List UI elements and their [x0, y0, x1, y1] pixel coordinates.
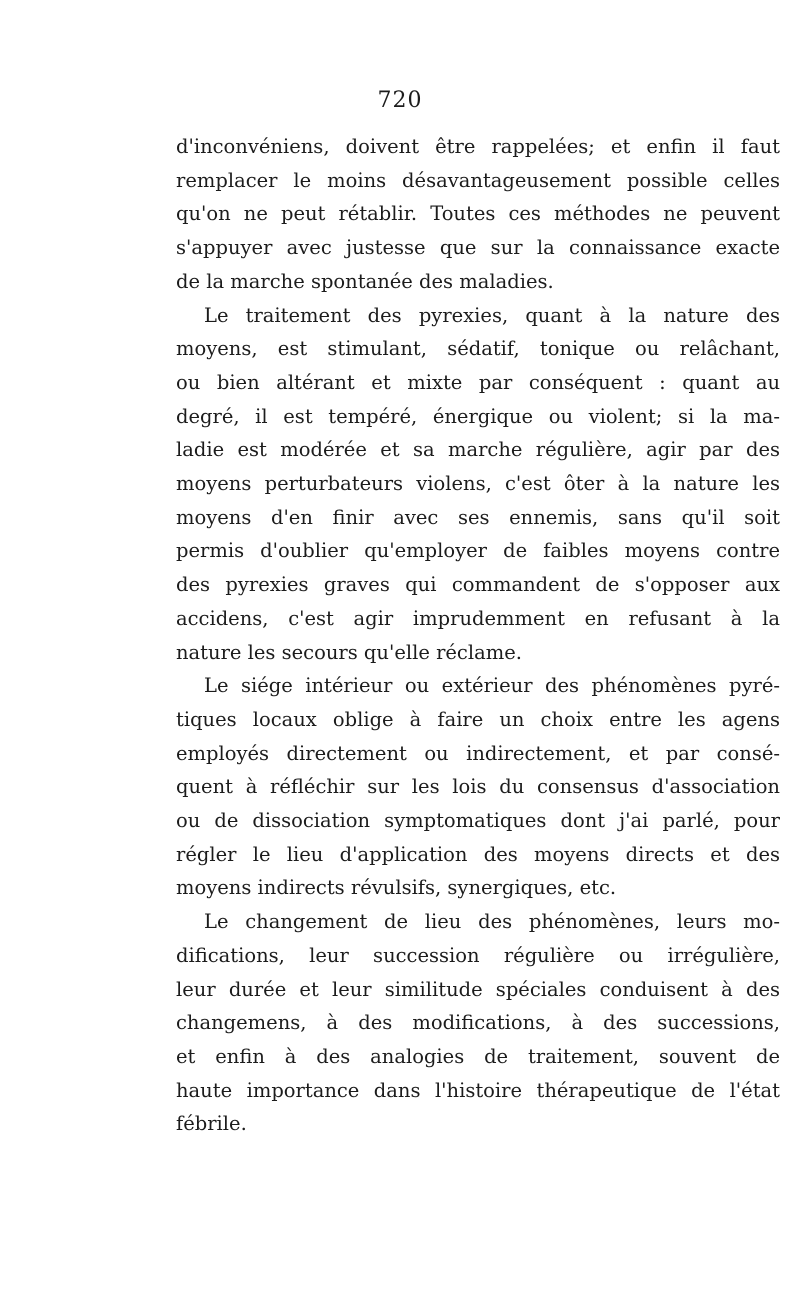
text-line: tiques locaux oblige à faire un choix entre les agens: [176, 707, 780, 731]
body-text: [176, 130, 780, 1141]
text-line: ou de dissociation symptomatiques dont j'ai parlé, pour: [176, 809, 780, 833]
text-line: d'inconvéniens, doivent être rappelées; et enfin il faut: [176, 135, 780, 158]
text-line: degré, il est tempéré, énergique ou violent; si la ma-: [176, 404, 780, 428]
text-line: difications, leur succession régulière ou irrégulière,: [176, 943, 780, 967]
text-line: changemens, à des modifications, à des successions,: [176, 1011, 780, 1035]
text-line: Le changement de lieu des phénomènes, leurs mo-: [204, 910, 780, 934]
text-line: employés directement ou indirectement, et par consé-: [176, 741, 780, 765]
text-line: permis d'oublier qu'employer de faibles moyens contre: [176, 539, 780, 563]
text-line: régler le lieu d'application des moyens directs et des: [176, 842, 780, 866]
text-line: accidens, c'est agir imprudemment en refusant à la: [176, 606, 780, 630]
text-line: haute importance dans l'histoire thérapeutique de l'état: [176, 1078, 780, 1102]
text-line: remplacer le moins désavantageusement possible celles: [176, 168, 780, 192]
text-line: Le siége intérieur ou extérieur des phénomènes pyré-: [204, 674, 780, 698]
text-line: ou bien altérant et mixte par conséquent : quant au: [176, 370, 780, 394]
text-line: moyens perturbateurs violens, c'est ôter à la nature les: [176, 472, 780, 496]
text-line: quent à réfléchir sur les lois du consensus d'association: [176, 775, 780, 799]
text-line: leur durée et leur similitude spéciales conduisent à des: [176, 977, 780, 1001]
text-line: moyens d'en finir avec ses ennemis, sans qu'il soit: [176, 505, 780, 529]
text-line: s'appuyer avec justesse que sur la connaissance exacte: [176, 236, 780, 260]
page-number: 720: [377, 88, 423, 113]
text-line: ladie est modérée et sa marche régulière, agir par des: [176, 438, 780, 462]
text-line: qu'on ne peut rétablir. Toutes ces méthodes ne peuvent: [176, 202, 780, 226]
text-line: fébrile.: [176, 1112, 247, 1136]
text-line: nature les secours qu'elle réclame.: [176, 640, 522, 664]
text-line: et enfin à des analogies de traitement, souvent de: [176, 1044, 780, 1068]
text-line: des pyrexies graves qui commandent de s'opposer aux: [176, 573, 780, 597]
text-line: moyens, est stimulant, sédatif, tonique ou relâchant,: [176, 337, 780, 361]
text-line: Le traitement des pyrexies, quant à la nature des: [204, 303, 780, 327]
text-line: de la marche spontanée des maladies.: [176, 269, 554, 293]
text-line: moyens indirects révulsifs, synergiques, etc.: [176, 876, 617, 900]
